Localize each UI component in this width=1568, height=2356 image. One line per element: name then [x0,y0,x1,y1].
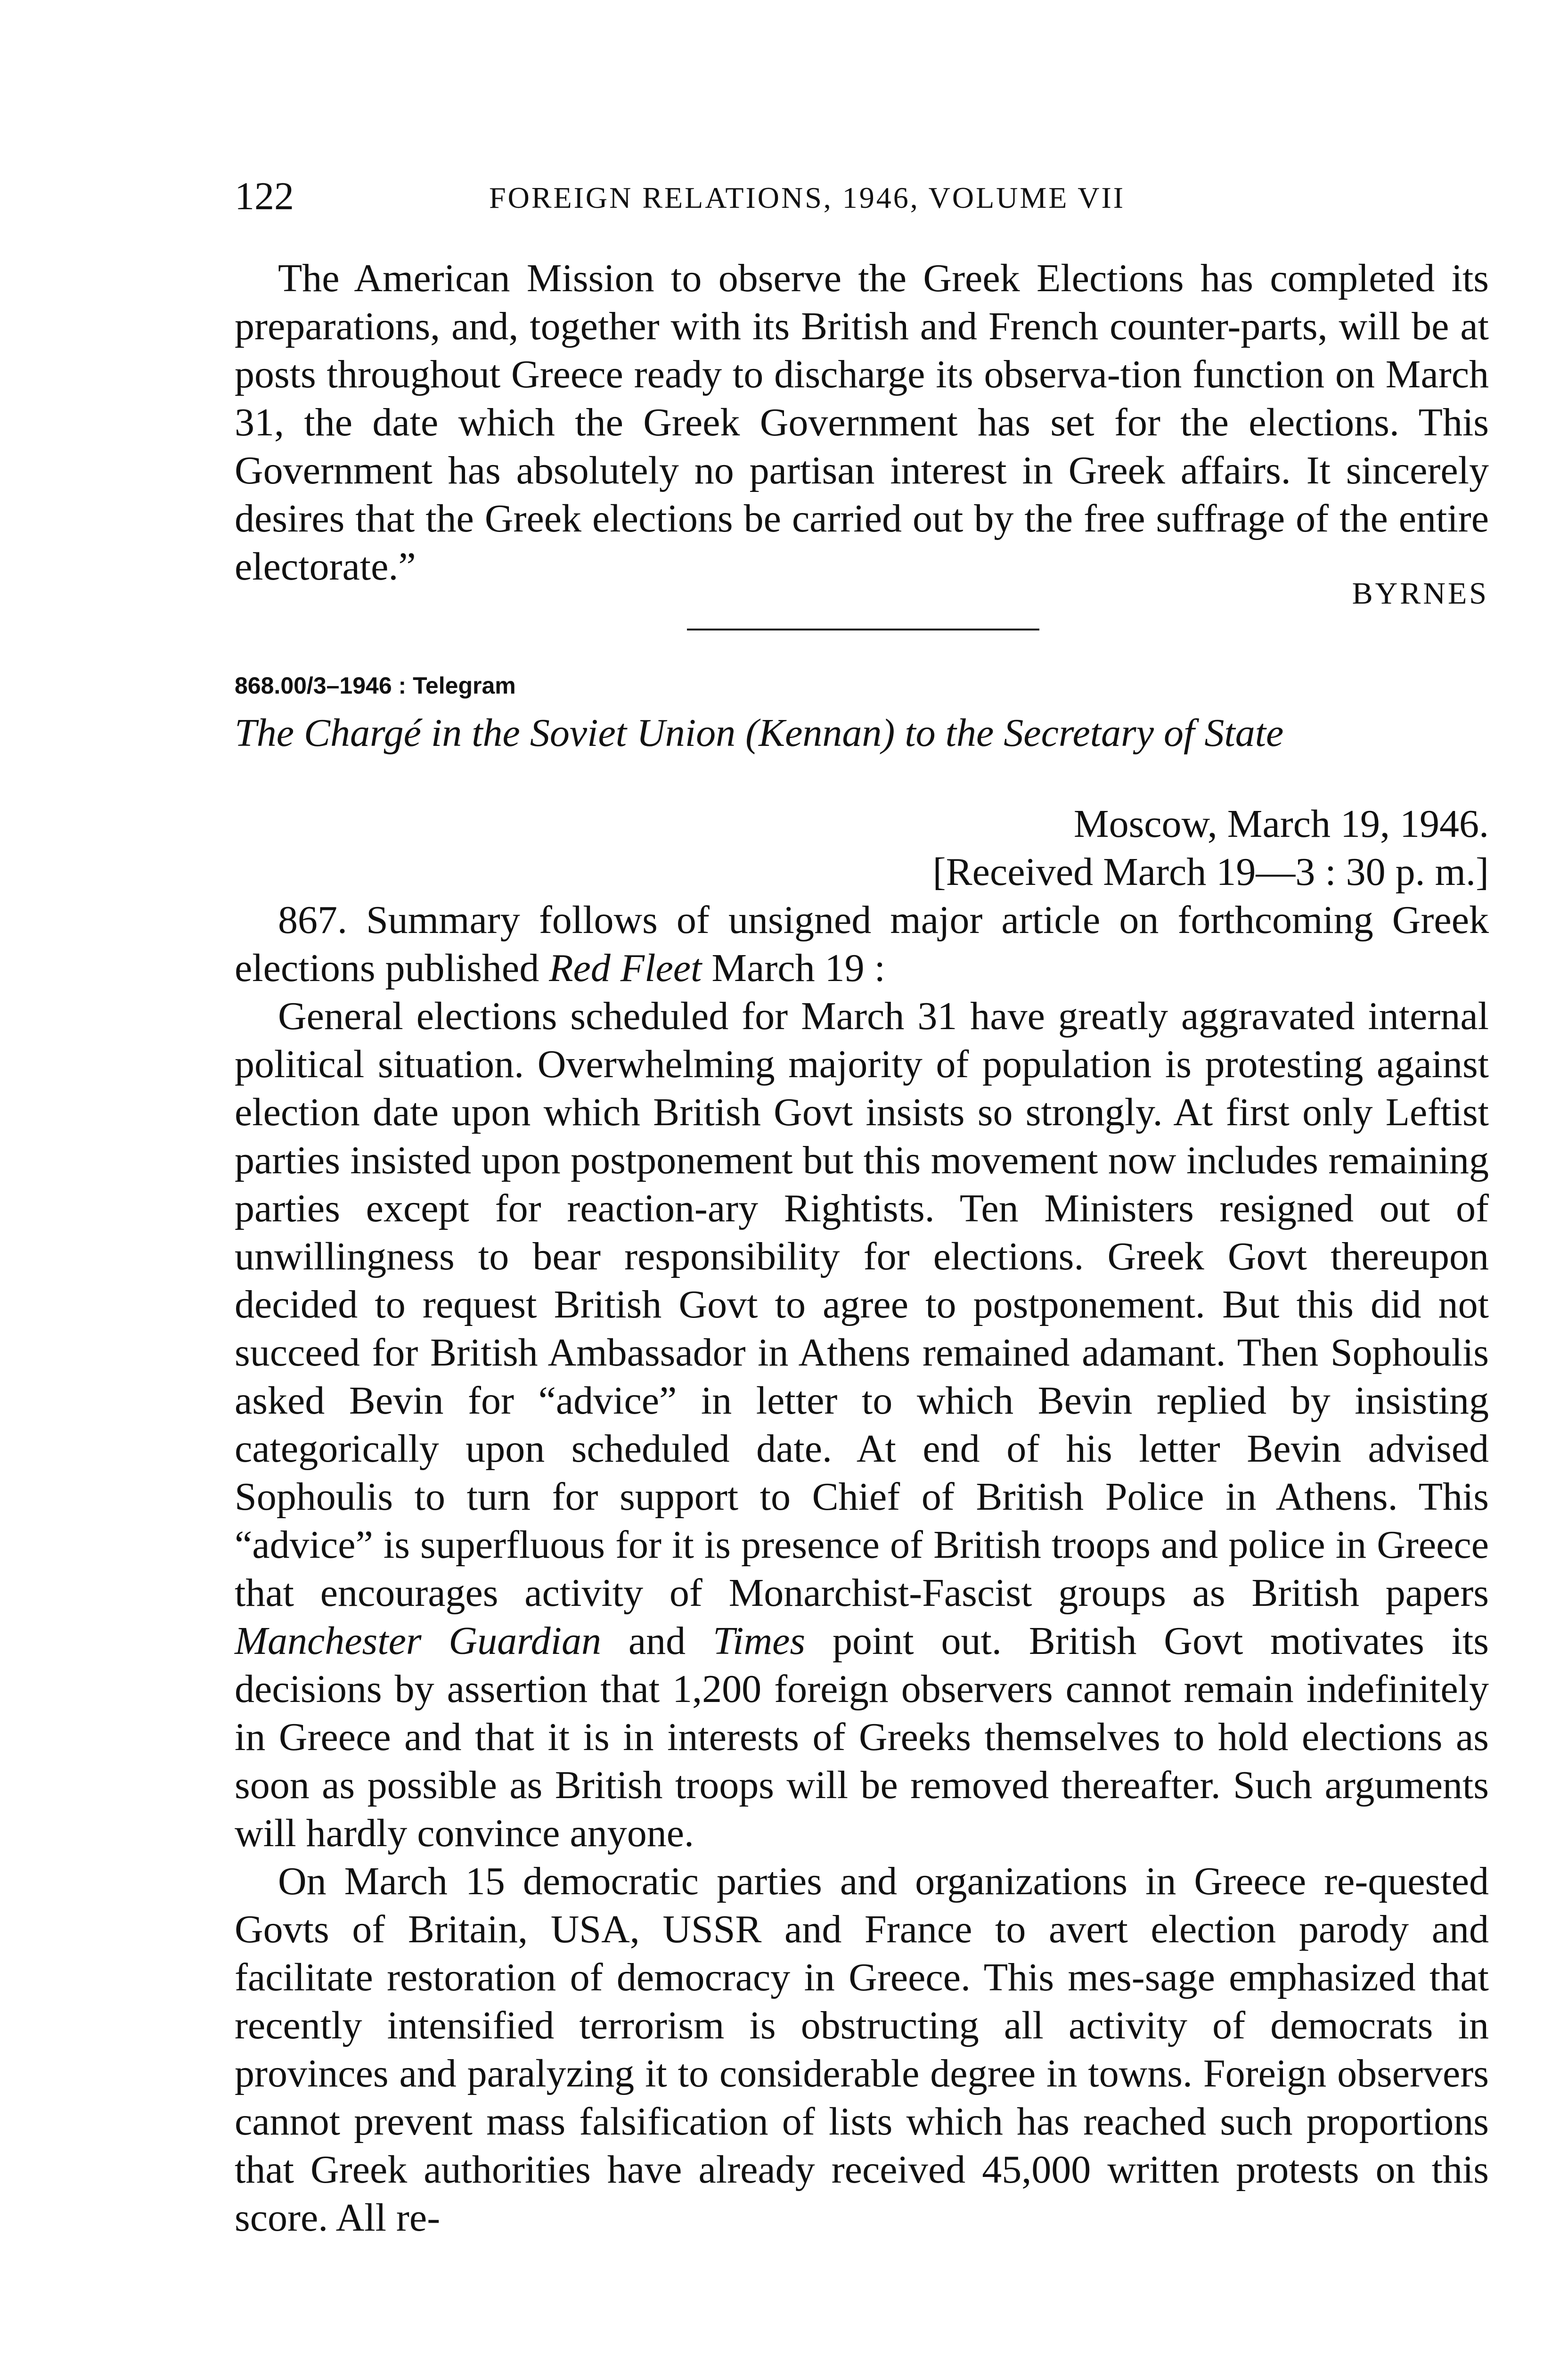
intro-text: Summary follows of unsigned major article on forthcoming Greek elections published [235,898,1489,990]
paragraph-1-text: General elections scheduled for March 31 have greatly aggravated internal political situation. Overwhelming majority of population is protesting against election date upon which British Govt insists so strongly. At first only Leftist parties insisted upon postponement but this movement now includes remaining parties except for reaction-ary Rightists. Ten Ministers resigned out of unwillingness to bear responsibility for elections. Greek Govt thereupon decided to request British Govt to agree to postponement. But this did not succeed for British Ambassador in Athens remained adamant. Then Sophoulis asked Bevin for “advice” in letter to which Bevin replied by insisting categorically upon scheduled date. At end of his letter Bevin advised Sophoulis to turn for support to Chief of British Police in Athens. This “advice” is superfluous for it is presence of British troops and police in Greece that encourages activity of Monarchist-Fascist groups as British papers [235,994,1489,1615]
file-reference: 868.00/3–1946 : Telegram [235,672,516,699]
telegram-number: 867. [278,898,347,942]
intro-paragraph [235,896,1489,992]
running-head: FOREIGN RELATIONS, 1946, VOLUME VII [489,181,1126,214]
document-title: The Chargé in the Soviet Union (Kennan) to the Secretary of State [235,711,1284,755]
place-date: Moscow, March 19, 1946. [1073,802,1489,846]
page-header [235,171,1489,222]
section-divider [687,629,1039,630]
summary-paragraph-2: On March 15 democratic parties and organizations in Greece re-quested Govts of Britain, USA, USSR and France to avert election parody and facilitate restoration of democracy in Greece. This mes-sage emphasized that recently intensified terrorism is obstructing all activity of democrats in provinces and paralyzing it to considerable degree in towns. Foreign observers cannot prevent mass falsification of lists which has reached such proportions that Greek authorities have already received 45,000 written protests on this score. All re- [235,1859,1489,2240]
received-line: [Received March 19—3 : 30 p. m.] [932,850,1489,894]
page-number: 122 [235,174,294,218]
conjunction: and [628,1619,686,1663]
signature: BYRNES [1352,576,1489,611]
intro-date: March 19 : [711,946,885,990]
summary-paragraph-1 [235,992,1489,1857]
newspaper-title: Red Fleet [549,946,702,990]
previous-document-closing [235,254,1489,589]
closing-paragraph: The American Mission to observe the Greek Elections has completed its preparations, and, together with its British and French counter-parts, will be at posts throughout Greece ready to discharge its observa-tion function on March 31, the date which the Greek Government has set for the elections. This Government has absolutely no partisan interest in Greek affairs. It sincerely desires that the Greek elections be carried out by the free suffrage of the entire electorate.” [235,256,1489,589]
paper-title-2: Times [713,1619,806,1663]
paper-title-1: Manchester Guardian [235,1619,601,1663]
telegram-body [235,896,1489,2356]
paragraph-1-continued: point out. British Govt motivates its decisions by assertion that 1,200 foreign observers cannot remain indefinitely in Greece and that it is in interests of Greeks themselves to hold elections as soon as possible as British troops will be removed thereafter. Such arguments will hardly convince anyone. [235,1619,1489,1855]
